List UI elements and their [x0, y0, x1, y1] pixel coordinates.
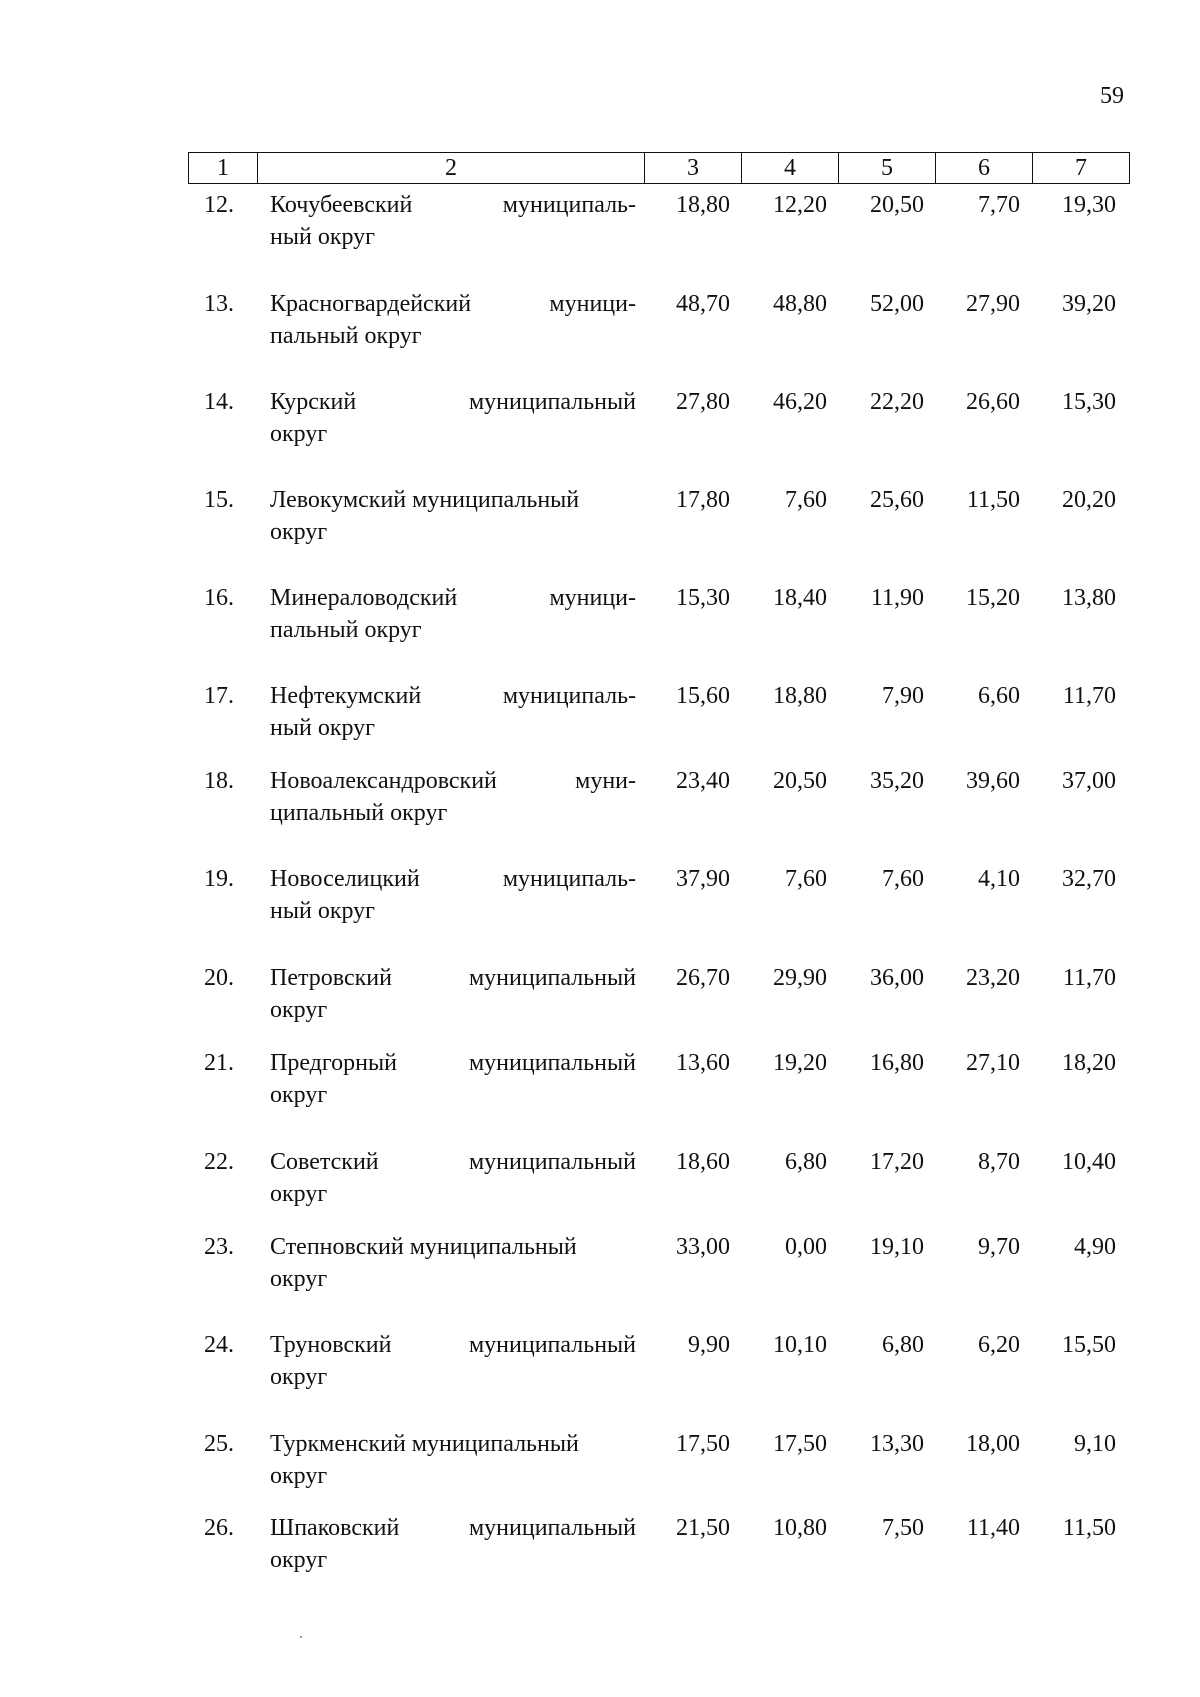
value-col-6: 6,20	[978, 1332, 1020, 1358]
district-name-line-1: Нефтекумский муниципаль-	[270, 683, 636, 709]
value-col-6: 9,70	[978, 1234, 1020, 1260]
scan-speck	[300, 1636, 302, 1638]
value-col-6: 26,60	[966, 389, 1020, 415]
value-col-6: 39,60	[966, 768, 1020, 794]
table-row	[0, 1329, 1200, 1409]
value-col-3: 37,90	[676, 866, 730, 892]
value-col-6: 11,50	[966, 487, 1020, 513]
value-col-3: 17,80	[676, 487, 730, 513]
value-col-4: 0,00	[785, 1234, 827, 1260]
row-number: 13.	[204, 291, 234, 317]
value-col-6: 15,20	[966, 585, 1020, 611]
value-col-4: 12,20	[773, 192, 827, 218]
value-col-3: 27,80	[676, 389, 730, 415]
district-name	[270, 288, 636, 352]
district-name-line-1: Петровский муниципальный	[270, 965, 636, 991]
value-col-4: 17,50	[773, 1431, 827, 1457]
value-col-5: 25,60	[870, 487, 924, 513]
row-number: 12.	[204, 192, 234, 218]
row-number: 19.	[204, 866, 234, 892]
district-name-line-2: ципальный округ	[270, 800, 448, 826]
district-name-line-2: пальный округ	[270, 323, 422, 349]
district-name-line-1: Новоселицкий муниципаль-	[270, 866, 636, 892]
row-number: 23.	[204, 1234, 234, 1260]
value-col-3: 17,50	[676, 1431, 730, 1457]
district-name	[270, 1512, 636, 1576]
value-col-7: 4,90	[1074, 1234, 1116, 1260]
value-col-4: 10,80	[773, 1515, 827, 1541]
table-row	[0, 680, 1200, 760]
value-col-7: 11,70	[1062, 965, 1116, 991]
district-name-line-2: пальный округ	[270, 617, 422, 643]
value-col-7: 11,70	[1062, 683, 1116, 709]
row-number: 16.	[204, 585, 234, 611]
district-name-line-1: Минераловодский муници-	[270, 585, 636, 611]
value-col-4: 6,80	[785, 1149, 827, 1175]
district-name-line-1: Курский муниципальный	[270, 389, 636, 415]
table-row	[0, 1428, 1200, 1508]
district-name-line-2: ный округ	[270, 898, 375, 924]
value-col-5: 13,30	[870, 1431, 924, 1457]
district-name-line-1: Новоалександровский муни-	[270, 768, 636, 794]
district-name-line-2: округ	[270, 1082, 328, 1108]
row-number: 14.	[204, 389, 234, 415]
district-name-line-2: округ	[270, 421, 328, 447]
row-number: 21.	[204, 1050, 234, 1076]
district-name-line-1: Красногвардейский муници-	[270, 291, 636, 317]
district-name-line-2: ный округ	[270, 224, 375, 250]
value-col-7: 19,30	[1062, 192, 1116, 218]
value-col-5: 20,50	[870, 192, 924, 218]
district-name-line-2: округ	[270, 1463, 328, 1489]
value-col-3: 18,60	[676, 1149, 730, 1175]
district-name	[270, 962, 636, 1026]
value-col-7: 20,20	[1062, 487, 1116, 513]
value-col-3: 21,50	[676, 1515, 730, 1541]
value-col-5: 7,60	[882, 866, 924, 892]
district-name	[270, 1329, 636, 1393]
district-name	[270, 863, 636, 927]
table-row	[0, 1231, 1200, 1311]
district-name-line-1: Советский муниципальный	[270, 1149, 636, 1175]
value-col-7: 15,30	[1062, 389, 1116, 415]
value-col-5: 16,80	[870, 1050, 924, 1076]
district-name-line-2: округ	[270, 1364, 328, 1390]
table-row	[0, 1047, 1200, 1127]
row-number: 15.	[204, 487, 234, 513]
district-name-line-1: Степновский муниципальный	[270, 1234, 577, 1260]
value-col-3: 23,40	[676, 768, 730, 794]
value-col-4: 7,60	[785, 487, 827, 513]
row-number: 20.	[204, 965, 234, 991]
value-col-3: 26,70	[676, 965, 730, 991]
row-number: 26.	[204, 1515, 234, 1541]
value-col-3: 15,60	[676, 683, 730, 709]
value-col-6: 11,40	[966, 1515, 1020, 1541]
district-name-line-2: округ	[270, 1547, 328, 1573]
district-name	[270, 1428, 636, 1492]
value-col-7: 39,20	[1062, 291, 1116, 317]
value-col-5: 19,10	[870, 1234, 924, 1260]
table-row	[0, 288, 1200, 368]
header-col-4: 4	[742, 153, 839, 184]
district-name	[270, 1231, 636, 1295]
value-col-4: 19,20	[773, 1050, 827, 1076]
table-row	[0, 1146, 1200, 1226]
district-name-line-1: Левокумский муниципальный	[270, 487, 580, 513]
header-col-2: 2	[258, 153, 645, 184]
value-col-4: 18,80	[773, 683, 827, 709]
value-col-4: 18,40	[773, 585, 827, 611]
value-col-4: 10,10	[773, 1332, 827, 1358]
value-col-7: 11,50	[1062, 1515, 1116, 1541]
district-name	[270, 386, 636, 450]
value-col-4: 20,50	[773, 768, 827, 794]
row-number: 25.	[204, 1431, 234, 1457]
table-row	[0, 1512, 1200, 1592]
value-col-7: 37,00	[1062, 768, 1116, 794]
value-col-5: 11,90	[870, 585, 924, 611]
value-col-7: 9,10	[1074, 1431, 1116, 1457]
header-col-7: 7	[1033, 153, 1130, 184]
value-col-3: 13,60	[676, 1050, 730, 1076]
value-col-7: 10,40	[1062, 1149, 1116, 1175]
value-col-5: 36,00	[870, 965, 924, 991]
header-col-1: 1	[189, 153, 258, 184]
table-row	[0, 863, 1200, 943]
district-name	[270, 680, 636, 744]
district-name-line-2: ный округ	[270, 715, 375, 741]
value-col-5: 17,20	[870, 1149, 924, 1175]
header-col-5: 5	[839, 153, 936, 184]
table-row	[0, 582, 1200, 662]
value-col-5: 35,20	[870, 768, 924, 794]
value-col-6: 6,60	[978, 683, 1020, 709]
page-number: 59	[1100, 83, 1124, 109]
value-col-4: 46,20	[773, 389, 827, 415]
table-row	[0, 386, 1200, 466]
district-name	[270, 1047, 636, 1111]
value-col-7: 18,20	[1062, 1050, 1116, 1076]
district-name-line-1: Предгорный муниципальный	[270, 1050, 636, 1076]
district-name-line-2: округ	[270, 519, 328, 545]
value-col-5: 6,80	[882, 1332, 924, 1358]
value-col-6: 27,90	[966, 291, 1020, 317]
value-col-6: 4,10	[978, 866, 1020, 892]
district-name	[270, 582, 636, 646]
table-row	[0, 962, 1200, 1042]
value-col-7: 32,70	[1062, 866, 1116, 892]
district-name	[270, 189, 636, 253]
row-number: 18.	[204, 768, 234, 794]
district-name	[270, 1146, 636, 1210]
value-col-3: 9,90	[688, 1332, 730, 1358]
table-row	[0, 189, 1200, 269]
value-col-5: 7,50	[882, 1515, 924, 1541]
value-col-7: 13,80	[1062, 585, 1116, 611]
table-row	[0, 484, 1200, 564]
value-col-4: 7,60	[785, 866, 827, 892]
row-number: 17.	[204, 683, 234, 709]
value-col-5: 52,00	[870, 291, 924, 317]
district-name-line-1: Кочубеевский муниципаль-	[270, 192, 636, 218]
district-name-line-2: округ	[270, 997, 328, 1023]
row-number: 24.	[204, 1332, 234, 1358]
table-row	[0, 765, 1200, 845]
value-col-6: 27,10	[966, 1050, 1020, 1076]
value-col-3: 18,80	[676, 192, 730, 218]
value-col-6: 7,70	[978, 192, 1020, 218]
district-name	[270, 765, 636, 829]
value-col-3: 33,00	[676, 1234, 730, 1260]
district-name-line-1: Туркменский муниципальный	[270, 1431, 579, 1457]
value-col-5: 22,20	[870, 389, 924, 415]
value-col-5: 7,90	[882, 683, 924, 709]
value-col-4: 29,90	[773, 965, 827, 991]
value-col-6: 23,20	[966, 965, 1020, 991]
header-col-3: 3	[645, 153, 742, 184]
value-col-7: 15,50	[1062, 1332, 1116, 1358]
district-name	[270, 484, 636, 548]
value-col-6: 18,00	[966, 1431, 1020, 1457]
value-col-4: 48,80	[773, 291, 827, 317]
district-name-line-2: округ	[270, 1181, 328, 1207]
value-col-6: 8,70	[978, 1149, 1020, 1175]
header-col-6: 6	[936, 153, 1033, 184]
row-number: 22.	[204, 1149, 234, 1175]
value-col-3: 15,30	[676, 585, 730, 611]
district-name-line-1: Шпаковский муниципальный	[270, 1515, 636, 1541]
district-name-line-2: округ	[270, 1266, 328, 1292]
value-col-3: 48,70	[676, 291, 730, 317]
district-name-line-1: Труновский муниципальный	[270, 1332, 636, 1358]
